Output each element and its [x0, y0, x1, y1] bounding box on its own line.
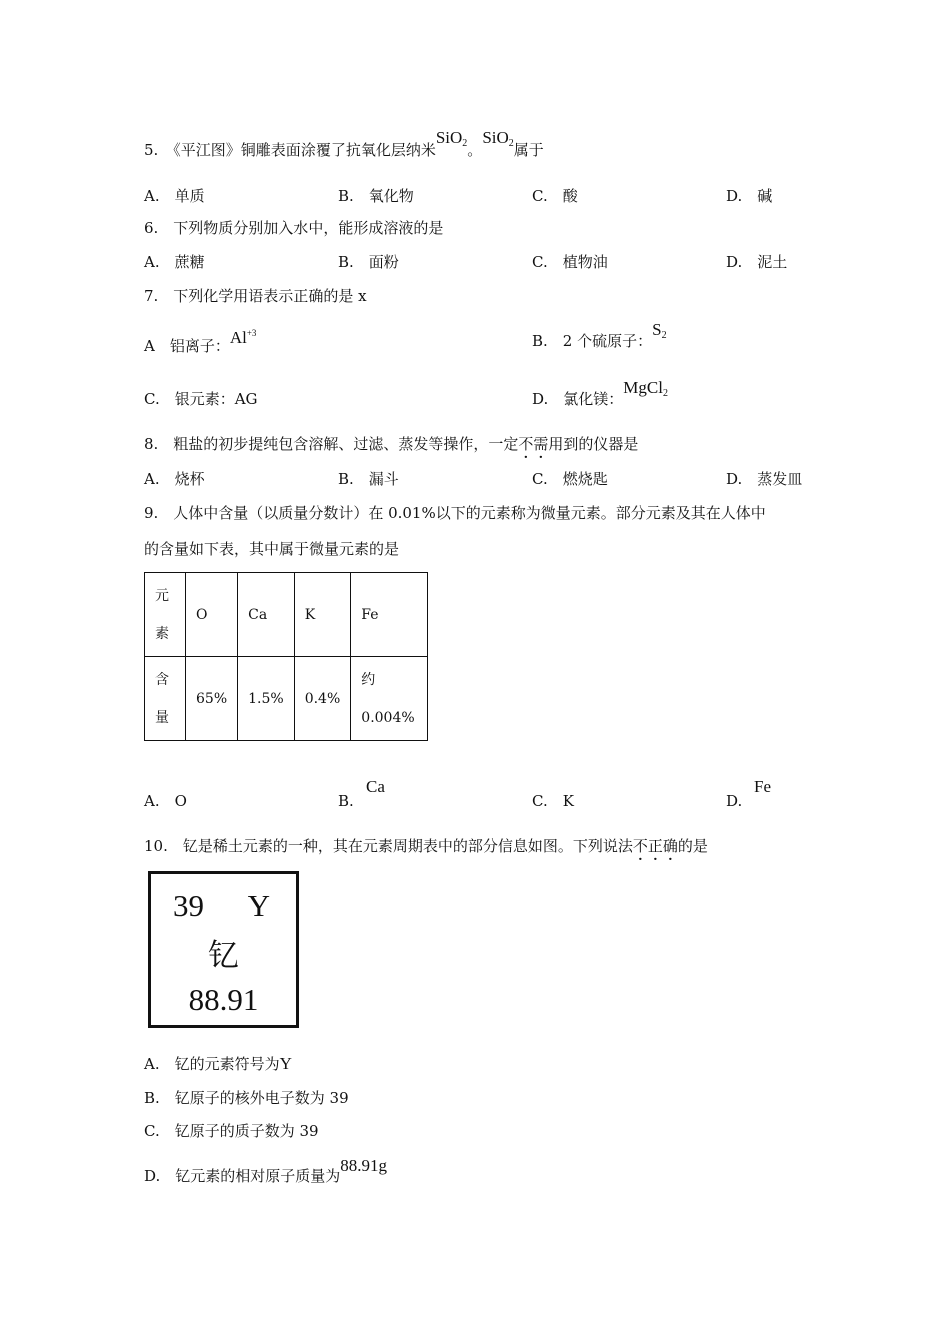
q6-option-d: D. 泥土 [726, 253, 788, 271]
q8-option-a: A. 烧杯 [144, 470, 205, 488]
element-name: 钇 [208, 938, 239, 974]
table-cell: 1.5% [238, 657, 295, 741]
table-header-cell: 含 量 [145, 657, 186, 741]
q9-option-a: A. O [144, 792, 187, 810]
q6-stem: 6. 下列物质分别加入水中，能形成溶液的是 [144, 219, 444, 237]
q9-stem-line1: 9. 人体中含量（以质量分数计）在 0.01%以下的元素称为微量元素。部分元素及其在人体中 [144, 504, 766, 522]
q6-option-c: C. 植物油 [532, 253, 608, 271]
q5-option-a: A. 单质 [144, 187, 205, 205]
q8-stem: 8. 粗盐的初步提纯包含溶解、过滤、蒸发等操作，一定不需用到的仪器是 [144, 435, 639, 453]
periodic-table-card [148, 871, 299, 1028]
table-cell: Fe [351, 573, 428, 657]
table-cell: 约 0.004% [351, 657, 428, 741]
table-cell: Ca [238, 573, 295, 657]
table-row [145, 657, 428, 741]
table-cell: 65% [186, 657, 238, 741]
table-cell: K [294, 573, 351, 657]
q10-option-d: D. 钇元素的相对原子质量为88.91g [144, 1156, 388, 1185]
q5-formula-1: SiO$_2$ [435, 128, 468, 149]
table-cell: O [186, 573, 238, 657]
q8-option-d: D. 蒸发皿 [726, 470, 803, 488]
q7-option-c: C. 银元素：AG [144, 390, 258, 408]
q10-d-value: 88.91g [340, 1156, 388, 1175]
q10-option-c: C. 钇原子的质子数为 39 [144, 1122, 319, 1140]
element-symbol: Y [247, 888, 270, 923]
q5-formula-2: SiO$_2$ [482, 128, 514, 149]
q5-option-c: C. 酸 [532, 187, 578, 205]
q8-option-b: B. 漏斗 [338, 470, 399, 488]
q9-b-formula: Ca [366, 777, 385, 796]
q9-option-c: C. K [532, 792, 574, 810]
q7-option-d: D. 氯化镁：MgCl$_2$ [532, 378, 668, 408]
q9-option-b: B. Ca [338, 777, 385, 810]
q5-stem-text: 5. 《平江图》铜雕表面涂覆了抗氧化层纳米 [144, 141, 436, 159]
q6-option-b: B. 面粉 [338, 253, 399, 271]
q7-b-formula: $S_2$ [652, 320, 667, 341]
q5-option-d: D. 碱 [726, 187, 773, 205]
q7-option-a: A 铝离子：$Al^{+3}$ [144, 328, 257, 355]
atomic-mass: 88.91 [188, 982, 259, 1017]
q9-stem-line2: 的含量如下表，其中属于微量元素的是 [144, 540, 400, 558]
element-content-table [144, 572, 428, 741]
q5-stem: 5. 《平江图》铜雕表面涂覆了抗氧化层纳米SiO$_2$。SiO$_2$属于 [144, 128, 544, 159]
q7-d-formula: MgCl$_2$ [623, 378, 668, 399]
table-cell: 0.4% [294, 657, 351, 741]
q7-option-b: B. 2 个硫原子：$S_2$ [532, 320, 667, 350]
emphasis-mark: 不 [632, 837, 648, 855]
q9-option-d: D. Fe [726, 777, 771, 810]
q6-option-a: A. 蔗糖 [144, 253, 205, 271]
q9-d-formula: Fe [754, 777, 771, 796]
atomic-number: 39 [173, 888, 204, 923]
q10-option-a: A. 钇的元素符号为Y [144, 1054, 292, 1073]
table-row [145, 573, 428, 657]
q8-option-c: C. 燃烧匙 [532, 470, 608, 488]
emphasis-mark: 需 [533, 435, 549, 453]
q10-option-b: B. 钇原子的核外电子数为 39 [144, 1089, 349, 1107]
q7-stem: 7. 下列化学用语表示正确的是 x [144, 287, 367, 305]
table-header-cell: 元 素 [145, 573, 186, 657]
q7-a-formula: $Al^{+3}$ [229, 328, 257, 347]
emphasis-mark: 确 [662, 837, 678, 855]
q10-stem: 10. 钇是稀土元素的一种，其在元素周期表中的部分信息如图。下列说法不正确的是 [144, 837, 708, 855]
q5-option-b: B. 氧化物 [338, 187, 414, 205]
emphasis-mark: 正 [647, 837, 663, 855]
emphasis-mark: 不 [518, 435, 534, 453]
